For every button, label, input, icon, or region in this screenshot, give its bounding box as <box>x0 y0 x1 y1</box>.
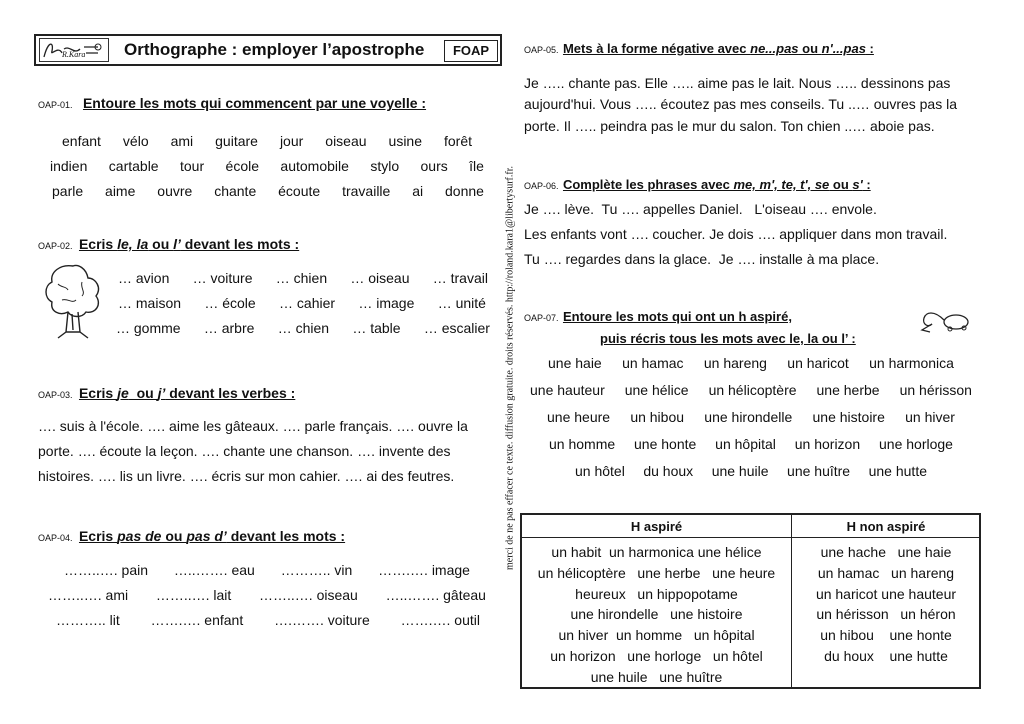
side-note: merci de ne pas effacer ce texte. diffusion gratuite. droits réservés. http://roland.kara1@libertysurf.fr. <box>504 166 516 570</box>
ex03-title-d: j’ <box>157 385 166 401</box>
word[interactable]: un homme <box>549 436 616 452</box>
word[interactable]: du houx <box>643 463 694 479</box>
ex03-line-2: porte. …. écoute la leçon. …. chante une chanson. …. invente des <box>38 443 451 459</box>
word[interactable]: … chien <box>277 320 330 336</box>
col2-line: une hache une haie <box>820 544 952 560</box>
word[interactable]: une herbe <box>816 382 880 398</box>
word[interactable]: ….……. voiture <box>274 612 370 628</box>
word[interactable]: école <box>225 158 259 174</box>
ex03-line-3: histoires. …. lis un livre. …. écris sur mon cahier. …. ai des feutres. <box>38 468 455 484</box>
ex07-row-2 <box>530 382 972 398</box>
col1-line: un horizon une horloge un hôtel <box>550 647 763 664</box>
ex02-heading <box>38 236 299 254</box>
ex07-title-2: puis récris tous les mots avec le, la ou l’ : <box>600 331 856 346</box>
ex05-title-c: ou <box>798 41 822 56</box>
ex01-row-3 <box>52 183 484 199</box>
ex03-line-1: …. suis à l'école. …. aime les gâteaux. …. parle français. …. ouvre la <box>38 418 468 434</box>
word[interactable]: parle <box>52 183 84 199</box>
col1-line: heureux un hippopotame <box>575 585 738 602</box>
word[interactable]: un hérisson <box>899 382 972 398</box>
word[interactable]: un harmonica <box>869 355 954 371</box>
word[interactable]: automobile <box>280 158 349 174</box>
word[interactable]: une hirondelle <box>704 409 793 425</box>
header-box <box>34 34 502 66</box>
ex05-title <box>563 41 874 56</box>
ex06-title <box>563 177 871 192</box>
vacuum-cleaner-icon <box>918 302 972 334</box>
word[interactable]: un hôpital <box>715 436 776 452</box>
ex04-title-b: pas de <box>117 528 162 544</box>
ex03-num: OAP-03. <box>38 390 73 400</box>
col2-line: du houx une hutte <box>824 647 948 664</box>
word[interactable]: écoute <box>278 183 321 199</box>
word[interactable]: forêt <box>443 133 472 149</box>
word[interactable]: …….…. outil <box>400 612 480 628</box>
ex04-title <box>79 528 345 544</box>
ex01-title: Entoure les mots qui commencent par une voyelle : <box>82 95 427 111</box>
word[interactable]: ai <box>412 183 424 199</box>
word[interactable]: une hutte <box>868 463 927 479</box>
word[interactable]: enfant <box>62 133 101 149</box>
ex07-title-1: Entoure les mots qui ont un h aspiré, <box>562 309 792 324</box>
word[interactable]: une haie <box>548 355 602 371</box>
word[interactable]: une horloge <box>879 436 953 452</box>
ex01-num: OAP-01. <box>38 100 73 110</box>
ex05-line-2: aujourd'hui. Vous ….. écoutez pas mes conseils. Tu ..… ouvres pas la <box>524 96 958 112</box>
word[interactable]: jour <box>279 133 304 149</box>
ex02-title-a: Ecris <box>78 236 118 252</box>
ex02-title-d: l’ <box>173 236 181 252</box>
ex04-num: OAP-04. <box>38 533 73 543</box>
logo <box>39 38 109 62</box>
word[interactable]: …..……. gâteau <box>385 587 486 603</box>
ex06-num: OAP-06. <box>524 181 559 191</box>
word[interactable]: un hôtel <box>575 463 625 479</box>
ex04-row-3 <box>56 612 480 628</box>
col1-line: un hélicoptère une herbe une heure <box>537 564 776 581</box>
col1-line: une hirondelle une histoire <box>570 606 743 623</box>
word[interactable]: une hélice <box>624 382 689 398</box>
word[interactable]: … gomme <box>116 320 181 336</box>
ex07-heading <box>524 308 792 326</box>
word[interactable]: … unité <box>437 295 486 311</box>
ex06-line-2: Les enfants vont …. coucher. Je dois …. appliquer dans mon travail. <box>524 226 948 242</box>
ex03-title-e: devant les verbes : <box>165 385 296 401</box>
ex03-title-a: Ecris <box>78 385 118 401</box>
ex05-title-e: : <box>865 41 874 56</box>
ex07-row-3 <box>547 409 955 425</box>
ex03-heading <box>38 385 295 403</box>
ex06-heading <box>524 176 871 194</box>
ex04-title-c: ou <box>161 528 187 544</box>
ex05-title-d: n'...pas <box>821 41 866 56</box>
word[interactable]: …..……. eau <box>173 562 255 578</box>
word[interactable]: ours <box>420 158 448 174</box>
word[interactable]: usine <box>388 133 422 149</box>
ex07-row-5 <box>575 463 927 479</box>
ex05-num: OAP-05. <box>524 45 559 55</box>
word[interactable]: île <box>469 158 484 174</box>
ex02-title-b: le, la <box>117 236 149 252</box>
word[interactable]: une honte <box>634 436 697 452</box>
col2-line: un haricot une hauteur <box>815 585 957 602</box>
word[interactable]: … arbre <box>203 320 255 336</box>
col1-line: un hiver un homme un hôpital <box>558 627 755 644</box>
word[interactable]: oiseau <box>325 133 367 149</box>
word[interactable]: travaille <box>342 183 391 199</box>
word[interactable]: donne <box>445 183 484 199</box>
word[interactable]: vélo <box>122 133 149 149</box>
col2-header: H non aspiré <box>846 519 926 534</box>
col2-line: un hamac un hareng <box>817 564 955 581</box>
word[interactable]: une huile <box>711 463 769 479</box>
word[interactable]: ……..…. ami <box>48 587 129 603</box>
word[interactable]: chante <box>214 183 257 199</box>
ex02-title-c: ou <box>148 236 174 252</box>
word[interactable]: ……..…. pain <box>64 562 149 578</box>
word[interactable]: … travail <box>432 270 488 286</box>
ex03-title <box>79 385 295 401</box>
ex02-row-2 <box>118 295 486 311</box>
word[interactable]: un hamac <box>622 355 684 371</box>
word[interactable]: … oiseau <box>350 270 410 286</box>
col2-line: un hérisson un héron <box>816 606 956 623</box>
word[interactable]: une histoire <box>812 409 885 425</box>
ex06-line-3: Tu …. regardes dans la glace. Je …. installe à ma place. <box>524 251 880 267</box>
word[interactable]: … maison <box>118 295 182 311</box>
logo-text: R.Kara <box>62 50 86 59</box>
ex06-line-1: Je …. lève. Tu …. appelles Daniel. L'oiseau …. envole. <box>524 201 877 217</box>
answer-table <box>520 513 981 689</box>
ex01-heading <box>38 95 426 113</box>
col1-body <box>522 542 791 688</box>
tree-icon <box>42 262 104 340</box>
ex05-title-a: Mets à la forme négative avec <box>562 41 751 56</box>
word[interactable]: un hiver <box>905 409 955 425</box>
ex05-line-3: porte. Il ….. peindra pas le mur du salon. Ton chien ..… aboie pas. <box>524 118 935 134</box>
ex02-num: OAP-02. <box>38 241 73 251</box>
word[interactable]: … cahier <box>279 295 336 311</box>
col1-line: une huile une huître <box>590 668 723 685</box>
ex04-heading <box>38 528 345 546</box>
ex02-title-e: devant les mots : <box>180 236 300 252</box>
word[interactable]: stylo <box>370 158 400 174</box>
ex06-title-b: me, m', te, t', se <box>733 177 830 192</box>
word[interactable]: un horizon <box>794 436 861 452</box>
ex07-num: OAP-07. <box>524 313 559 323</box>
ex04-title-d: pas d’ <box>186 528 227 544</box>
word[interactable]: …….…. image <box>378 562 470 578</box>
ex01-row-1 <box>62 133 472 149</box>
word[interactable]: un haricot <box>787 355 849 371</box>
code-badge: FOAP <box>444 40 498 62</box>
word[interactable]: cartable <box>108 158 159 174</box>
ex04-title-a: Ecris <box>78 528 118 544</box>
ex03-title-b: je <box>117 385 129 401</box>
word[interactable]: tour <box>180 158 205 174</box>
word[interactable]: … chien <box>275 270 328 286</box>
word[interactable]: une hauteur <box>530 382 605 398</box>
ex06-title-a: Complète les phrases avec <box>562 177 734 192</box>
word[interactable]: ……..…. lait <box>155 587 232 603</box>
col2-line: un hibou une honte <box>820 627 952 644</box>
word[interactable]: … escalier <box>423 320 490 336</box>
word[interactable]: ……..…. oiseau <box>259 587 358 603</box>
word[interactable]: ……….. lit <box>56 612 120 628</box>
ex04-row-2 <box>48 587 486 603</box>
word[interactable]: une huître <box>787 463 851 479</box>
ex03-title-c: ou <box>128 385 158 401</box>
col1-line: un habit un harmonica une hélice <box>551 544 762 560</box>
word[interactable]: ouvre <box>157 183 193 199</box>
word[interactable]: un hibou <box>630 409 685 425</box>
word[interactable]: un hélicoptère <box>708 382 797 398</box>
word[interactable]: … avion <box>118 270 170 286</box>
ex02-title <box>79 236 299 252</box>
ex06-title-d: s' <box>852 177 863 192</box>
ex05-title-b: ne...pas <box>750 41 799 56</box>
col2-body <box>792 542 980 667</box>
word[interactable]: … école <box>204 295 256 311</box>
ex05-heading <box>524 40 874 58</box>
ex06-title-e: : <box>862 177 871 192</box>
word[interactable]: … voiture <box>192 270 253 286</box>
ex01-row-2 <box>50 158 484 174</box>
ex02-row-3 <box>116 320 490 336</box>
word[interactable]: … table <box>352 320 401 336</box>
ex07-row-1 <box>548 355 954 371</box>
ex07-row-4 <box>549 436 953 452</box>
word[interactable]: ……….. vin <box>280 562 353 578</box>
word[interactable]: guitare <box>215 133 258 149</box>
table-header-divider <box>522 537 979 538</box>
word[interactable]: … image <box>358 295 415 311</box>
word[interactable]: indien <box>50 158 88 174</box>
word[interactable]: aime <box>105 183 136 199</box>
ex06-title-c: ou <box>829 177 853 192</box>
ex04-title-e: devant les mots : <box>226 528 346 544</box>
ex05-line-1: Je ….. chante pas. Elle ….. aime pas le lait. Nous ….. dessinons pas <box>524 75 951 91</box>
ex02-row-1 <box>118 270 488 286</box>
word[interactable]: un hareng <box>703 355 767 371</box>
word[interactable]: …….…. enfant <box>150 612 244 628</box>
col1-header: H aspiré <box>630 519 683 534</box>
ex04-row-1 <box>64 562 470 578</box>
page-title: Orthographe : employer l’apostrophe <box>124 40 425 59</box>
word[interactable]: une heure <box>547 409 611 425</box>
word[interactable]: ami <box>170 133 194 149</box>
